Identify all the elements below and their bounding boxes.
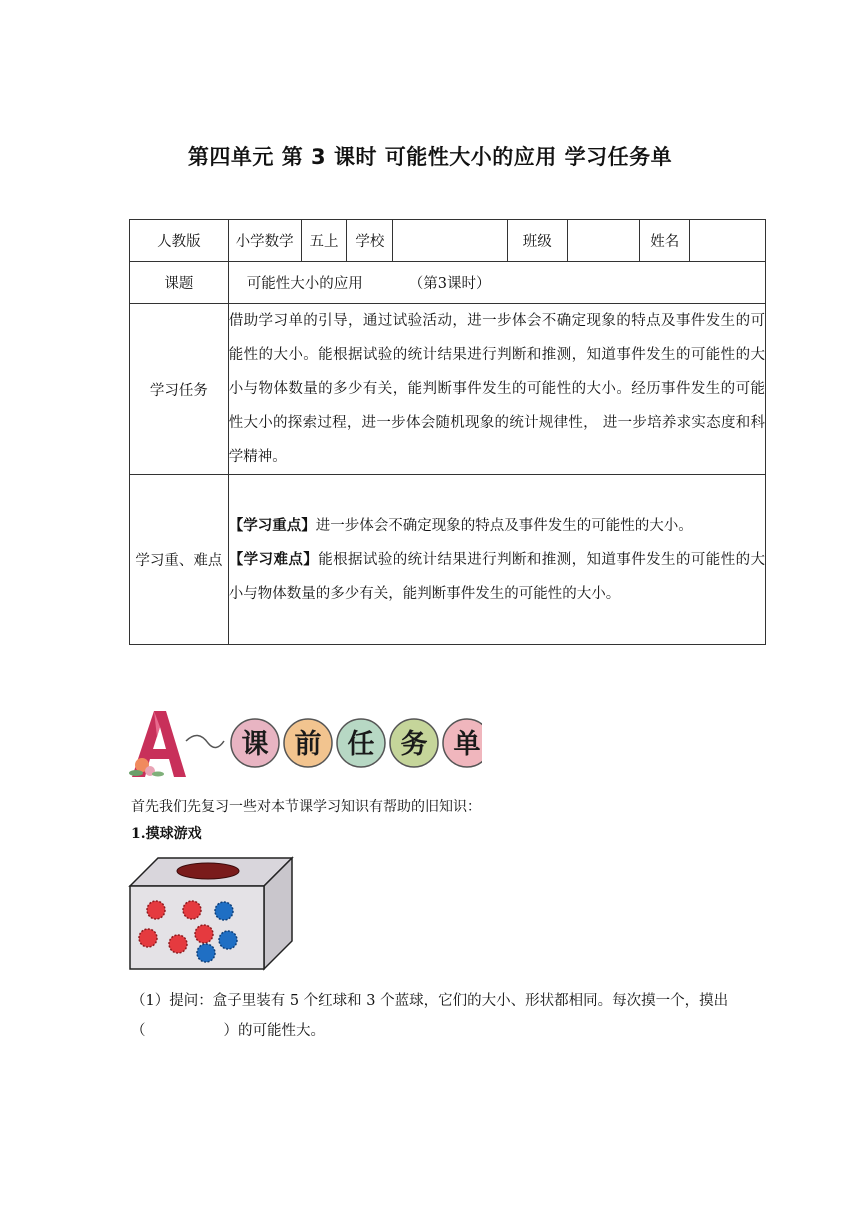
red-ball <box>147 901 165 919</box>
ball-box-figure <box>128 856 294 971</box>
task-label: 学习任务 <box>130 304 229 475</box>
red-ball <box>195 925 213 943</box>
publisher-cell: 人教版 <box>130 220 229 262</box>
school-label: 学校 <box>347 220 393 262</box>
banner-char: 任 <box>347 729 375 760</box>
svg-text:A: A <box>168 777 169 778</box>
key-tag: 【学习重点】 <box>228 516 316 534</box>
banner-char: 务 <box>400 729 428 760</box>
question-prefix: （1）提问：盒子里装有 5 个红球和 3 个蓝球，它们的大小、形状都相同。每次摸一个，摸出（ <box>131 993 729 1039</box>
question-1 <box>131 986 741 1046</box>
name-field[interactable] <box>690 220 766 262</box>
task-row <box>130 304 766 475</box>
school-field[interactable] <box>393 220 508 262</box>
banner-ball-5 <box>443 719 482 767</box>
banner-char: 前 <box>294 729 322 760</box>
difficulty-text: 能根据试验的统计结果进行判断和推测，知道事件发生的可能性的大小与物体数量的多少有关，能判断事件发生的可能性的大小。 <box>228 551 766 602</box>
key-row <box>130 475 766 645</box>
blue-ball <box>219 931 237 949</box>
banner-ball-3 <box>337 719 385 767</box>
intro-text: 首先我们先复习一些对本节课学习知识有帮助的旧知识： <box>131 799 481 815</box>
grade-cell: 五上 <box>301 220 347 262</box>
banner-ball-4 <box>390 719 438 767</box>
blue-ball <box>215 902 233 920</box>
blue-ball <box>197 944 215 962</box>
class-field[interactable] <box>567 220 640 262</box>
letter-a-logo <box>129 711 186 778</box>
name-label: 姓名 <box>640 220 690 262</box>
topic-value: 可能性大小的应用 <box>246 276 363 292</box>
info-table <box>129 219 766 645</box>
red-ball <box>169 935 187 953</box>
topic-lesson: （第3课时） <box>408 276 491 292</box>
difficulty-tag: 【学习难点】 <box>228 550 319 568</box>
question-suffix: ）的可能性大。 <box>223 1023 325 1039</box>
key-text: 进一步体会不确定现象的特点及事件发生的可能性的大小。 <box>315 517 693 534</box>
section-heading: 1.摸球游戏 <box>131 826 202 842</box>
red-ball <box>139 929 157 947</box>
topic-cell <box>228 262 765 304</box>
key-label: 学习重、难点 <box>130 475 229 645</box>
page-title: 第四单元 第 3 课时 可能性大小的应用 学习任务单 <box>187 145 673 169</box>
key-cell <box>228 475 765 645</box>
task-text: 借助学习单的引导，通过试验活动，进一步体会不确定现象的特点及事件发生的可能性的大小。能根据试验的统计结果进行判断和推测，知道事件发生的可能性的大小与物体数量的多少有关，能判断事件发生的可能性的大小。经历事件发生的可能性大小的探索过程，进一步体会随机现象的统计规律性， 进一步培养求实态度和科学精神。 <box>228 304 765 475</box>
header-row <box>130 220 766 262</box>
banner-ball-1 <box>231 719 279 767</box>
banner-char: 单 <box>453 729 481 760</box>
subject-cell: 小学数学 <box>228 220 301 262</box>
banner-char: 课 <box>241 729 269 760</box>
pre-class-task-banner <box>128 707 482 779</box>
topic-row <box>130 262 766 304</box>
topic-label: 课题 <box>130 262 229 304</box>
class-label: 班级 <box>507 220 567 262</box>
red-ball <box>183 901 201 919</box>
banner-ball-2 <box>284 719 332 767</box>
